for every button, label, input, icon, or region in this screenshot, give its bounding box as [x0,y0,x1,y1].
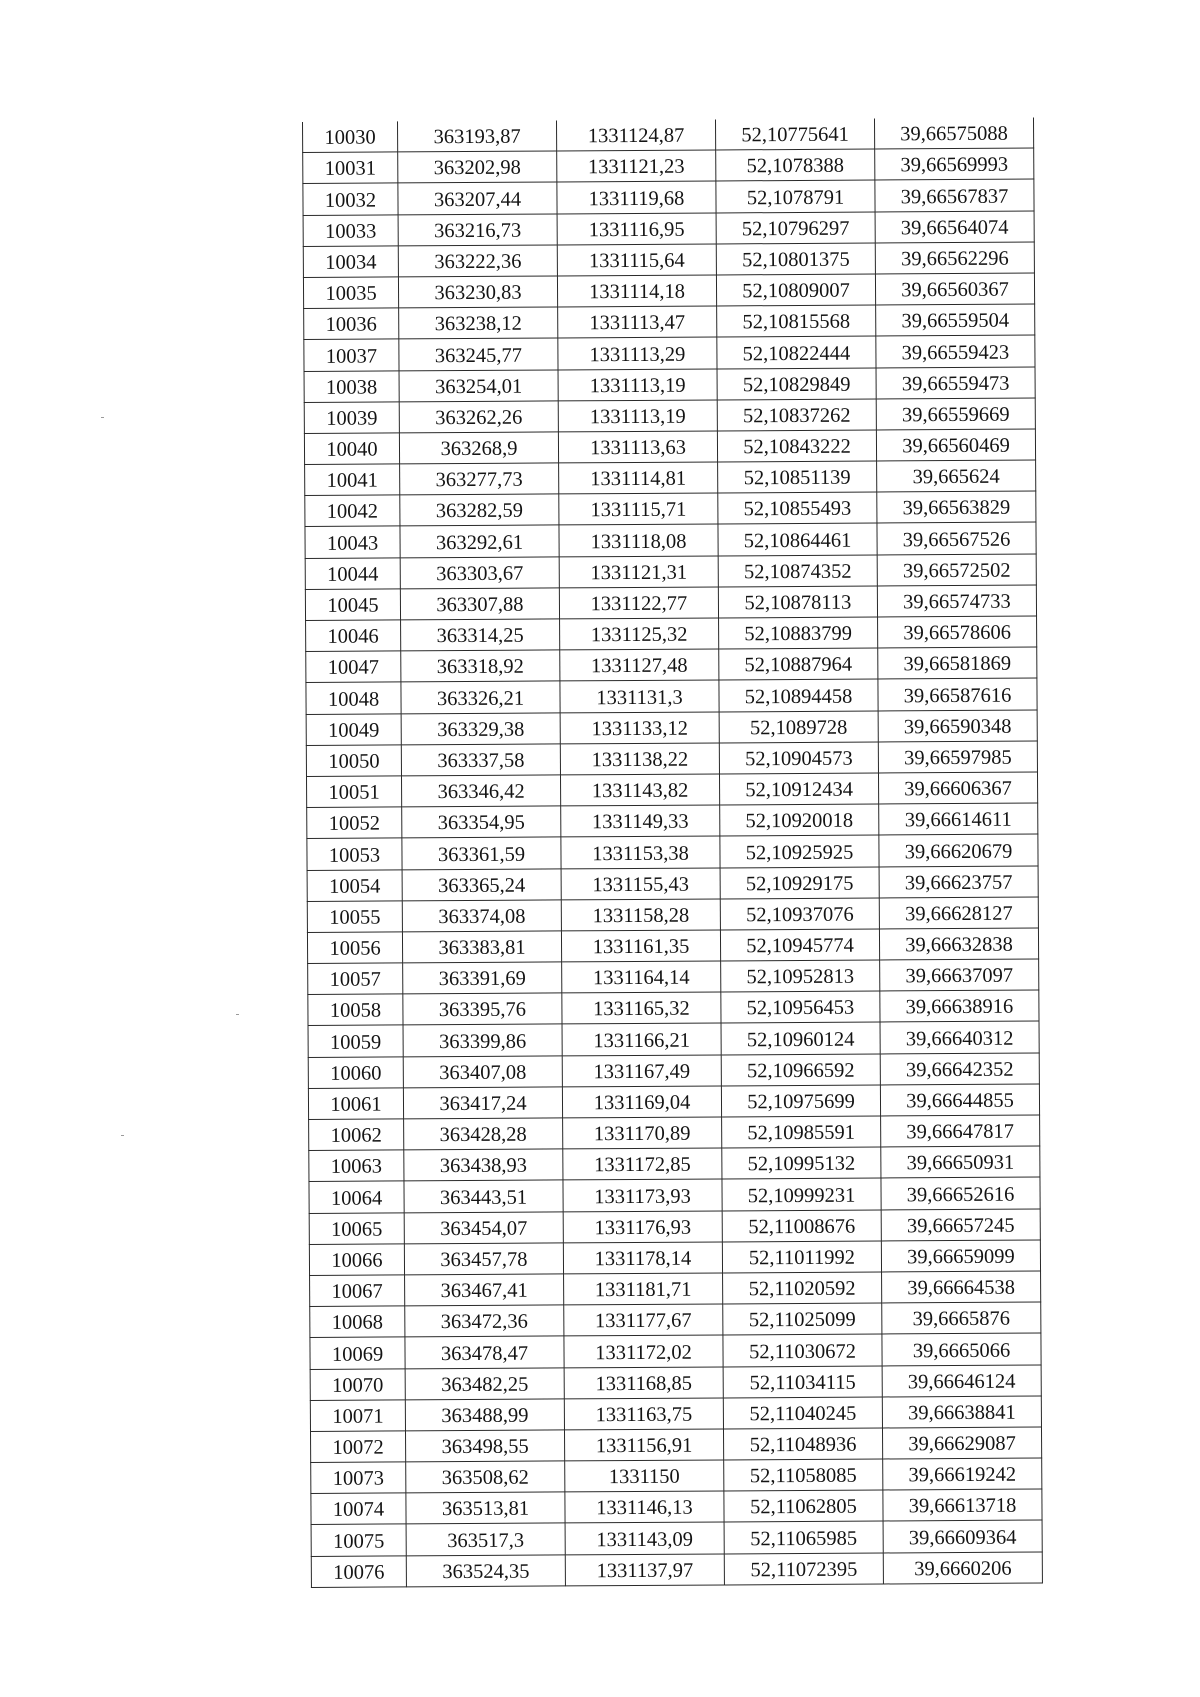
longitude-cell: 39,66619242 [883,1458,1042,1490]
table-row [310,1271,1041,1307]
table-row [308,1053,1039,1089]
table-row [304,367,1035,403]
x-coordinate-cell: 363216,73 [398,214,557,246]
longitude-cell: 39,66652616 [881,1177,1040,1209]
x-coordinate-cell: 363498,55 [405,1430,564,1462]
longitude-cell: 39,66567526 [877,522,1036,554]
latitude-cell: 52,10960124 [721,1022,880,1054]
latitude-cell: 52,10912434 [719,773,878,805]
point-number-cell: 10058 [308,994,403,1026]
table-row [307,803,1038,839]
x-coordinate-cell: 363238,12 [399,307,558,339]
point-number-cell: 10059 [308,1025,403,1057]
table-row [308,990,1039,1026]
longitude-cell: 39,66559423 [876,335,1035,367]
scan-speck [236,1014,239,1015]
longitude-cell: 39,66646124 [882,1365,1041,1397]
table-row [311,1489,1042,1525]
point-number-cell: 10066 [309,1244,404,1276]
point-number-cell: 10074 [311,1493,406,1525]
x-coordinate-cell: 363202,98 [398,151,557,183]
latitude-cell: 52,10864461 [718,523,877,555]
y-coordinate-cell: 1331119,68 [557,181,716,213]
latitude-cell: 52,10829849 [717,367,876,399]
table-row [309,1115,1040,1151]
longitude-cell: 39,66644855 [880,1084,1039,1116]
latitude-cell: 52,1078791 [716,180,875,212]
latitude-cell: 52,1078388 [716,149,875,181]
latitude-cell: 52,10775641 [715,119,874,151]
longitude-cell: 39,66609364 [883,1520,1042,1552]
y-coordinate-cell: 1331153,38 [561,836,720,868]
latitude-cell: 52,10920018 [720,804,879,836]
x-coordinate-cell: 363517,3 [406,1523,565,1555]
latitude-cell: 52,10929175 [720,866,879,898]
point-number-cell: 10061 [308,1088,403,1120]
x-coordinate-cell: 363395,76 [403,993,562,1025]
y-coordinate-cell: 1331168,85 [564,1366,723,1398]
x-coordinate-cell: 363292,61 [400,525,559,557]
x-coordinate-cell: 363391,69 [403,962,562,994]
latitude-cell: 52,10837262 [717,399,876,431]
y-coordinate-cell: 1331146,13 [565,1491,724,1523]
x-coordinate-cell: 363303,67 [400,557,559,589]
point-number-cell: 10060 [308,1057,403,1089]
point-number-cell: 10050 [306,745,401,777]
point-number-cell: 10063 [309,1150,404,1182]
point-number-cell: 10037 [304,339,399,371]
x-coordinate-cell: 363361,59 [402,837,561,869]
latitude-cell: 52,11072395 [724,1553,883,1585]
y-coordinate-cell: 1331143,09 [565,1522,724,1554]
longitude-cell: 39,66628127 [879,897,1038,929]
y-coordinate-cell: 1331116,95 [557,213,716,245]
longitude-cell: 39,66640312 [880,1021,1039,1053]
x-coordinate-cell: 363329,38 [401,712,560,744]
latitude-cell: 52,10851139 [718,461,877,493]
y-coordinate-cell: 1331177,67 [564,1304,723,1336]
latitude-cell: 52,10995132 [722,1147,881,1179]
table-row [306,616,1037,652]
longitude-cell: 39,66559669 [876,398,1035,430]
point-number-cell: 10049 [306,713,401,745]
table-row [303,211,1034,247]
latitude-cell: 52,11008676 [722,1210,881,1242]
x-coordinate-cell: 363193,87 [397,120,556,152]
table-row [307,834,1038,870]
y-coordinate-cell: 1331113,29 [558,337,717,369]
y-coordinate-cell: 1331163,75 [564,1398,723,1430]
longitude-cell: 39,66629087 [882,1427,1041,1459]
y-coordinate-cell: 1331114,18 [557,275,716,307]
y-coordinate-cell: 1331127,48 [560,649,719,681]
table-row [303,242,1034,278]
x-coordinate-cell: 363467,41 [405,1274,564,1306]
table-row [303,179,1034,215]
y-coordinate-cell: 1331115,64 [557,244,716,276]
point-number-cell: 10039 [304,402,399,434]
longitude-cell: 39,66574733 [877,585,1036,617]
point-number-cell: 10051 [306,776,401,808]
longitude-cell: 39,66632838 [879,928,1038,960]
point-number-cell: 10030 [303,121,398,152]
y-coordinate-cell: 1331155,43 [561,867,720,899]
latitude-cell: 52,10975699 [721,1085,880,1117]
y-coordinate-cell: 1331167,49 [562,1055,721,1087]
latitude-cell: 52,10809007 [716,274,875,306]
point-number-cell: 10065 [309,1212,404,1244]
latitude-cell: 52,10952813 [721,960,880,992]
x-coordinate-cell: 363346,42 [401,775,560,807]
x-coordinate-cell: 363314,25 [401,619,560,651]
point-number-cell: 10044 [305,558,400,590]
longitude-cell: 39,66559504 [876,304,1035,336]
table-row [304,304,1035,340]
longitude-cell: 39,66638841 [882,1396,1041,1428]
latitude-cell: 52,11065985 [724,1521,883,1553]
latitude-cell: 52,10985591 [722,1116,881,1148]
table-row [306,710,1037,746]
y-coordinate-cell: 1331143,82 [560,774,719,806]
x-coordinate-cell: 363524,35 [406,1555,565,1587]
point-number-cell: 10069 [310,1337,405,1369]
point-number-cell: 10038 [304,370,399,402]
table-row [311,1552,1042,1588]
scan-speck [121,1135,124,1136]
latitude-cell: 52,10904573 [719,742,878,774]
point-number-cell: 10031 [303,152,398,184]
y-coordinate-cell: 1331125,32 [560,618,719,650]
latitude-cell: 52,11040245 [723,1397,882,1429]
longitude-cell: 39,66560367 [875,273,1034,305]
table-row [306,772,1037,808]
latitude-cell: 52,11062805 [724,1490,883,1522]
point-number-cell: 10057 [308,963,403,995]
point-number-cell: 10042 [305,495,400,527]
latitude-cell: 52,11011992 [722,1241,881,1273]
y-coordinate-cell: 1331113,47 [558,306,717,338]
y-coordinate-cell: 1331121,31 [559,556,718,588]
longitude-cell: 39,665624 [877,460,1036,492]
point-number-cell: 10047 [306,651,401,683]
latitude-cell: 52,10843222 [717,430,876,462]
x-coordinate-cell: 363417,24 [403,1087,562,1119]
x-coordinate-cell: 363282,59 [400,494,559,526]
table-row [306,678,1037,714]
x-coordinate-cell: 363230,83 [398,276,557,308]
longitude-cell: 39,66606367 [878,772,1037,804]
longitude-cell: 39,66590348 [878,710,1037,742]
point-number-cell: 10062 [309,1119,404,1151]
longitude-cell: 39,66657245 [881,1209,1040,1241]
latitude-cell: 52,10966592 [721,1054,880,1086]
point-number-cell: 10071 [310,1400,405,1432]
x-coordinate-cell: 363277,73 [400,463,559,495]
x-coordinate-cell: 363222,36 [398,245,557,277]
latitude-cell: 52,10956453 [721,991,880,1023]
latitude-cell: 52,10887964 [719,648,878,680]
longitude-cell: 39,66664538 [882,1271,1041,1303]
x-coordinate-cell: 363262,26 [399,401,558,433]
longitude-cell: 39,6665066 [882,1333,1041,1365]
point-number-cell: 10053 [307,838,402,870]
longitude-cell: 39,66659099 [881,1240,1040,1272]
y-coordinate-cell: 1331176,93 [563,1211,722,1243]
table-row [306,741,1037,777]
latitude-cell: 52,10822444 [717,336,876,368]
x-coordinate-cell: 363254,01 [399,369,558,401]
y-coordinate-cell: 1331124,87 [556,119,715,151]
longitude-cell: 39,66581869 [878,647,1037,679]
y-coordinate-cell: 1331115,71 [559,493,718,525]
point-number-cell: 10064 [309,1181,404,1213]
point-number-cell: 10036 [304,308,399,340]
y-coordinate-cell: 1331113,63 [558,431,717,463]
table-row [307,897,1038,933]
longitude-cell: 39,66578606 [878,616,1037,648]
y-coordinate-cell: 1331138,22 [560,743,719,775]
y-coordinate-cell: 1331113,19 [558,368,717,400]
latitude-cell: 52,10796297 [716,212,875,244]
point-number-cell: 10068 [310,1306,405,1338]
x-coordinate-cell: 363365,24 [402,868,561,900]
latitude-cell: 52,11020592 [723,1272,882,1304]
x-coordinate-cell: 363383,81 [402,931,561,963]
x-coordinate-cell: 363438,93 [404,1149,563,1181]
point-number-cell: 10072 [310,1431,405,1463]
latitude-cell: 52,10815568 [717,305,876,337]
y-coordinate-cell: 1331178,14 [563,1242,722,1274]
table-row [310,1365,1041,1401]
y-coordinate-cell: 1331172,85 [563,1148,722,1180]
latitude-cell: 52,10878113 [718,586,877,618]
longitude-cell: 39,66562296 [875,242,1034,274]
table-row [309,1146,1040,1182]
table-row [305,491,1036,527]
table-row [305,522,1036,558]
table-row [310,1427,1041,1463]
longitude-cell: 39,66642352 [880,1053,1039,1085]
x-coordinate-cell: 363428,28 [404,1118,563,1150]
y-coordinate-cell: 1331133,12 [560,712,719,744]
point-number-cell: 10067 [310,1275,405,1307]
latitude-cell: 52,10999231 [722,1178,881,1210]
y-coordinate-cell: 1331181,71 [564,1273,723,1305]
table-row [306,647,1037,683]
x-coordinate-cell: 363326,21 [401,681,560,713]
point-number-cell: 10040 [304,433,399,465]
latitude-cell: 52,10801375 [716,243,875,275]
table-row [310,1396,1041,1432]
x-coordinate-cell: 363318,92 [401,650,560,682]
x-coordinate-cell: 363307,88 [400,588,559,620]
longitude-cell: 39,66559473 [876,367,1035,399]
y-coordinate-cell: 1331121,23 [557,150,716,182]
x-coordinate-cell: 363245,77 [399,338,558,370]
point-number-cell: 10056 [307,932,402,964]
table-row [309,1177,1040,1213]
y-coordinate-cell: 1331156,91 [564,1429,723,1461]
table-row [310,1302,1041,1338]
point-number-cell: 10043 [305,526,400,558]
x-coordinate-cell: 363454,07 [404,1211,563,1243]
y-coordinate-cell: 1331165,32 [562,992,721,1024]
longitude-cell: 39,66569993 [875,148,1034,180]
y-coordinate-cell: 1331137,97 [565,1554,724,1586]
table-row [303,118,1034,153]
longitude-cell: 39,66564074 [875,211,1034,243]
longitude-cell: 39,6665876 [882,1302,1041,1334]
y-coordinate-cell: 1331149,33 [561,805,720,837]
longitude-cell: 39,66572502 [877,554,1036,586]
y-coordinate-cell: 1331172,02 [564,1335,723,1367]
point-number-cell: 10048 [306,682,401,714]
point-number-cell: 10076 [311,1556,406,1588]
latitude-cell: 52,11058085 [724,1459,883,1491]
table-row [304,398,1035,434]
latitude-cell: 52,11034115 [723,1365,882,1397]
y-coordinate-cell: 1331166,21 [562,1023,721,1055]
longitude-cell: 39,66623757 [879,866,1038,898]
latitude-cell: 52,10874352 [718,555,877,587]
table-row [304,429,1035,465]
latitude-cell: 52,11048936 [723,1428,882,1460]
table-row [305,554,1036,590]
table-row [303,273,1034,309]
table-row [309,1240,1040,1276]
longitude-cell: 39,6660206 [883,1552,1042,1584]
point-number-cell: 10075 [311,1524,406,1556]
point-number-cell: 10041 [305,464,400,496]
table-row [310,1333,1041,1369]
point-number-cell: 10046 [306,620,401,652]
point-number-cell: 10033 [303,214,398,246]
point-number-cell: 10035 [303,277,398,309]
x-coordinate-cell: 363443,51 [404,1180,563,1212]
longitude-cell: 39,66560469 [876,429,1035,461]
coordinates-table-body [303,118,1043,1588]
table-row [307,866,1038,902]
longitude-cell: 39,66567837 [875,179,1034,211]
latitude-cell: 52,11030672 [723,1334,882,1366]
x-coordinate-cell: 363508,62 [406,1461,565,1493]
coordinates-table [302,118,1043,1588]
x-coordinate-cell: 363472,36 [405,1305,564,1337]
y-coordinate-cell: 1331122,77 [559,587,718,619]
x-coordinate-cell: 363478,47 [405,1336,564,1368]
longitude-cell: 39,66587616 [878,678,1037,710]
point-number-cell: 10052 [307,807,402,839]
x-coordinate-cell: 363482,25 [405,1367,564,1399]
longitude-cell: 39,66613718 [883,1489,1042,1521]
latitude-cell: 52,10894458 [719,679,878,711]
y-coordinate-cell: 1331150 [565,1460,724,1492]
scan-speck [101,417,104,418]
y-coordinate-cell: 1331158,28 [561,899,720,931]
y-coordinate-cell: 1331170,89 [563,1117,722,1149]
x-coordinate-cell: 363513,81 [406,1492,565,1524]
point-number-cell: 10034 [303,246,398,278]
longitude-cell: 39,66638916 [880,990,1039,1022]
point-number-cell: 10032 [303,183,398,215]
y-coordinate-cell: 1331161,35 [561,930,720,962]
y-coordinate-cell: 1331173,93 [563,1179,722,1211]
table-row [304,335,1035,371]
point-number-cell: 10070 [310,1368,405,1400]
longitude-cell: 39,66575088 [874,118,1033,150]
latitude-cell: 52,1089728 [719,711,878,743]
longitude-cell: 39,66650931 [881,1146,1040,1178]
longitude-cell: 39,66597985 [878,741,1037,773]
x-coordinate-cell: 363207,44 [398,182,557,214]
point-number-cell: 10073 [311,1462,406,1494]
longitude-cell: 39,66620679 [879,834,1038,866]
x-coordinate-cell: 363268,9 [399,432,558,464]
y-coordinate-cell: 1331113,19 [558,400,717,432]
point-number-cell: 10054 [307,869,402,901]
latitude-cell: 52,10925925 [720,835,879,867]
x-coordinate-cell: 363407,08 [403,1056,562,1088]
x-coordinate-cell: 363457,78 [404,1243,563,1275]
latitude-cell: 52,10855493 [718,492,877,524]
table-row [303,148,1034,184]
table-row [305,460,1036,496]
longitude-cell: 39,66614611 [879,803,1038,835]
table-row [307,928,1038,964]
table-row [308,1084,1039,1120]
table-row [311,1520,1042,1556]
y-coordinate-cell: 1331118,08 [559,524,718,556]
x-coordinate-cell: 363337,58 [401,744,560,776]
x-coordinate-cell: 363399,86 [403,1024,562,1056]
latitude-cell: 52,10945774 [720,929,879,961]
latitude-cell: 52,10937076 [720,898,879,930]
longitude-cell: 39,66637097 [880,959,1039,991]
longitude-cell: 39,66563829 [877,491,1036,523]
point-number-cell: 10045 [305,589,400,621]
y-coordinate-cell: 1331131,3 [560,680,719,712]
table-row [309,1209,1040,1245]
point-number-cell: 10055 [307,901,402,933]
y-coordinate-cell: 1331169,04 [562,1086,721,1118]
y-coordinate-cell: 1331164,14 [562,961,721,993]
x-coordinate-cell: 363374,08 [402,900,561,932]
table-row [308,1021,1039,1057]
table-row [308,959,1039,995]
table-row [305,585,1036,621]
longitude-cell: 39,66647817 [881,1115,1040,1147]
y-coordinate-cell: 1331114,81 [559,462,718,494]
table-row [311,1458,1042,1494]
latitude-cell: 52,10883799 [719,617,878,649]
x-coordinate-cell: 363488,99 [405,1399,564,1431]
x-coordinate-cell: 363354,95 [402,806,561,838]
latitude-cell: 52,11025099 [723,1303,882,1335]
